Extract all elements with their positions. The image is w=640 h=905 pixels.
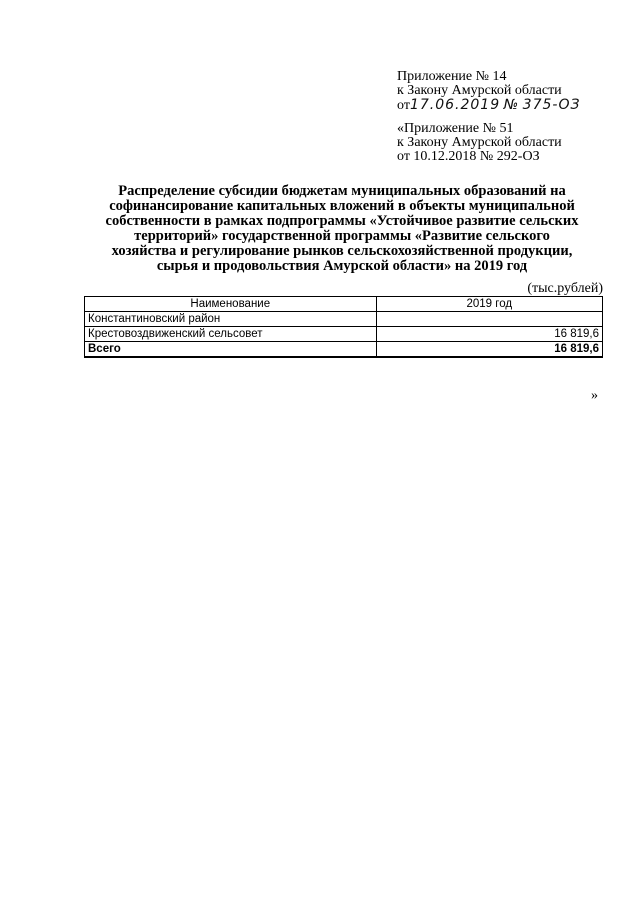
row-name: Крестовоздвиженский сельсовет	[85, 327, 377, 342]
document-title	[82, 184, 602, 274]
appendix-law-ref: к Закону Амурской области	[397, 83, 562, 98]
unit-label: (тыс.рублей)	[527, 281, 603, 296]
title-line: территорий» государственной программы «Развитие сельского	[134, 228, 550, 244]
appendix-header-new	[397, 70, 622, 113]
title-line: сырья и продовольствия Амурской области» на 2019 год	[156, 258, 528, 274]
closing-quote: »	[591, 388, 598, 403]
total-row	[85, 342, 603, 358]
row-value	[376, 312, 602, 327]
handwritten-number-prefix: №	[503, 97, 520, 113]
appendix-header-old	[397, 122, 622, 164]
row-value: 16 819,6	[376, 327, 602, 342]
table-header-row	[85, 297, 603, 312]
total-label: Всего	[85, 342, 377, 358]
old-appendix-law-ref: к Закону Амурской области	[397, 135, 562, 150]
handwritten-law-number: 375-ОЗ	[522, 97, 581, 113]
appendix-date-line	[397, 98, 622, 113]
header-name: Наименование	[85, 297, 377, 312]
old-appendix-number: «Приложение № 51	[397, 121, 514, 136]
header-year: 2019 год	[376, 297, 602, 312]
total-value: 16 819,6	[376, 342, 602, 358]
title-line: Распределение субсидии бюджетам муниципальных образований на	[118, 183, 566, 199]
appendix-number: Приложение № 14	[397, 69, 507, 84]
table-row	[85, 312, 603, 327]
row-name: Константиновский район	[85, 312, 377, 327]
date-prefix: от	[397, 98, 410, 113]
handwritten-date: 17.06.2019	[409, 97, 501, 113]
title-line: софинансирование капитальных вложений в объекты муниципальной	[109, 198, 575, 214]
title-line: собственности в рамках подпрограммы «Устойчивое развитие сельских	[105, 213, 579, 229]
old-appendix-date: от 10.12.2018 № 292-ОЗ	[397, 149, 540, 164]
title-line: хозяйства и регулирование рынков сельскохозяйственной продукции,	[111, 243, 573, 259]
subsidy-table	[84, 296, 603, 358]
table-row	[85, 327, 603, 342]
